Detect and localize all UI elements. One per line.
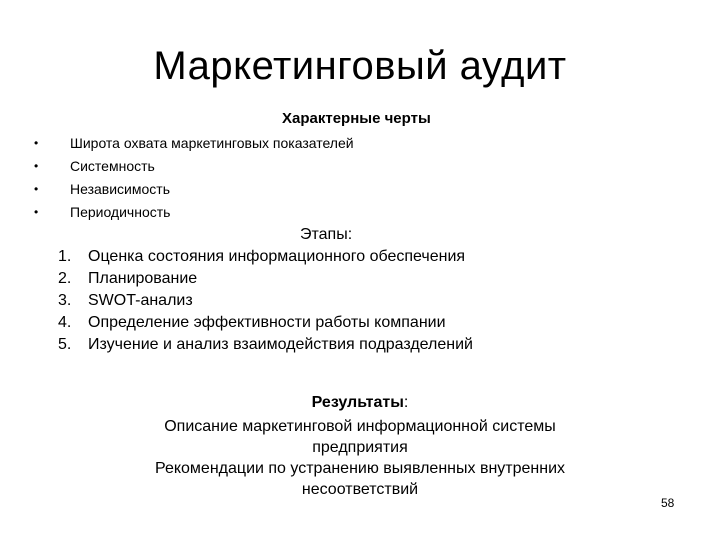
list-item <box>34 133 354 156</box>
stages-heading: Этапы: <box>300 226 353 243</box>
feature-text: Широта охвата маркетинговых показателей <box>70 135 354 151</box>
stage-text: Оценка состояния информационного обеспечения <box>88 248 466 265</box>
page-number: 58 <box>661 496 675 510</box>
bullet-icon: • <box>34 136 39 150</box>
slide-title: Маркетинговый аудит <box>153 44 567 88</box>
list-item <box>58 246 473 268</box>
results-heading <box>0 394 720 412</box>
results-line: предприятия <box>312 439 408 456</box>
feature-text: Периодичность <box>70 204 171 220</box>
list-item <box>34 202 354 225</box>
bullet-icon: • <box>34 205 39 219</box>
list-item <box>58 290 473 312</box>
stage-number: 5. <box>58 336 72 353</box>
feature-text: Системность <box>70 158 155 174</box>
list-item <box>34 179 354 202</box>
stage-number: 2. <box>58 270 72 287</box>
bullet-icon: • <box>34 159 39 173</box>
list-item <box>58 334 473 356</box>
stage-number: 4. <box>58 314 72 331</box>
results-heading-colon: : <box>403 394 409 411</box>
results-line: Описание маркетинговой информационной системы <box>164 418 556 435</box>
list-item <box>58 312 473 334</box>
stage-text: SWOT-анализ <box>88 292 193 309</box>
results-line: несоответствий <box>301 481 419 498</box>
stage-text: Изучение и анализ взаимодействия подразделений <box>88 336 473 353</box>
list-item <box>34 156 354 179</box>
features-heading: Характерные черты <box>282 110 431 127</box>
list-item <box>58 268 473 290</box>
bullet-icon: • <box>34 182 39 196</box>
stage-number: 1. <box>58 248 72 265</box>
stages-list <box>58 246 473 356</box>
results-line: Рекомендации по устранению выявленных внутренних <box>154 460 566 477</box>
results-heading-label: Результаты <box>311 394 404 411</box>
stage-text: Определение эффективности работы компании <box>88 314 446 331</box>
feature-text: Независимость <box>70 181 170 197</box>
stage-text: Планирование <box>88 270 198 287</box>
features-list <box>34 133 354 225</box>
results-text <box>0 416 720 500</box>
stage-number: 3. <box>58 292 72 309</box>
